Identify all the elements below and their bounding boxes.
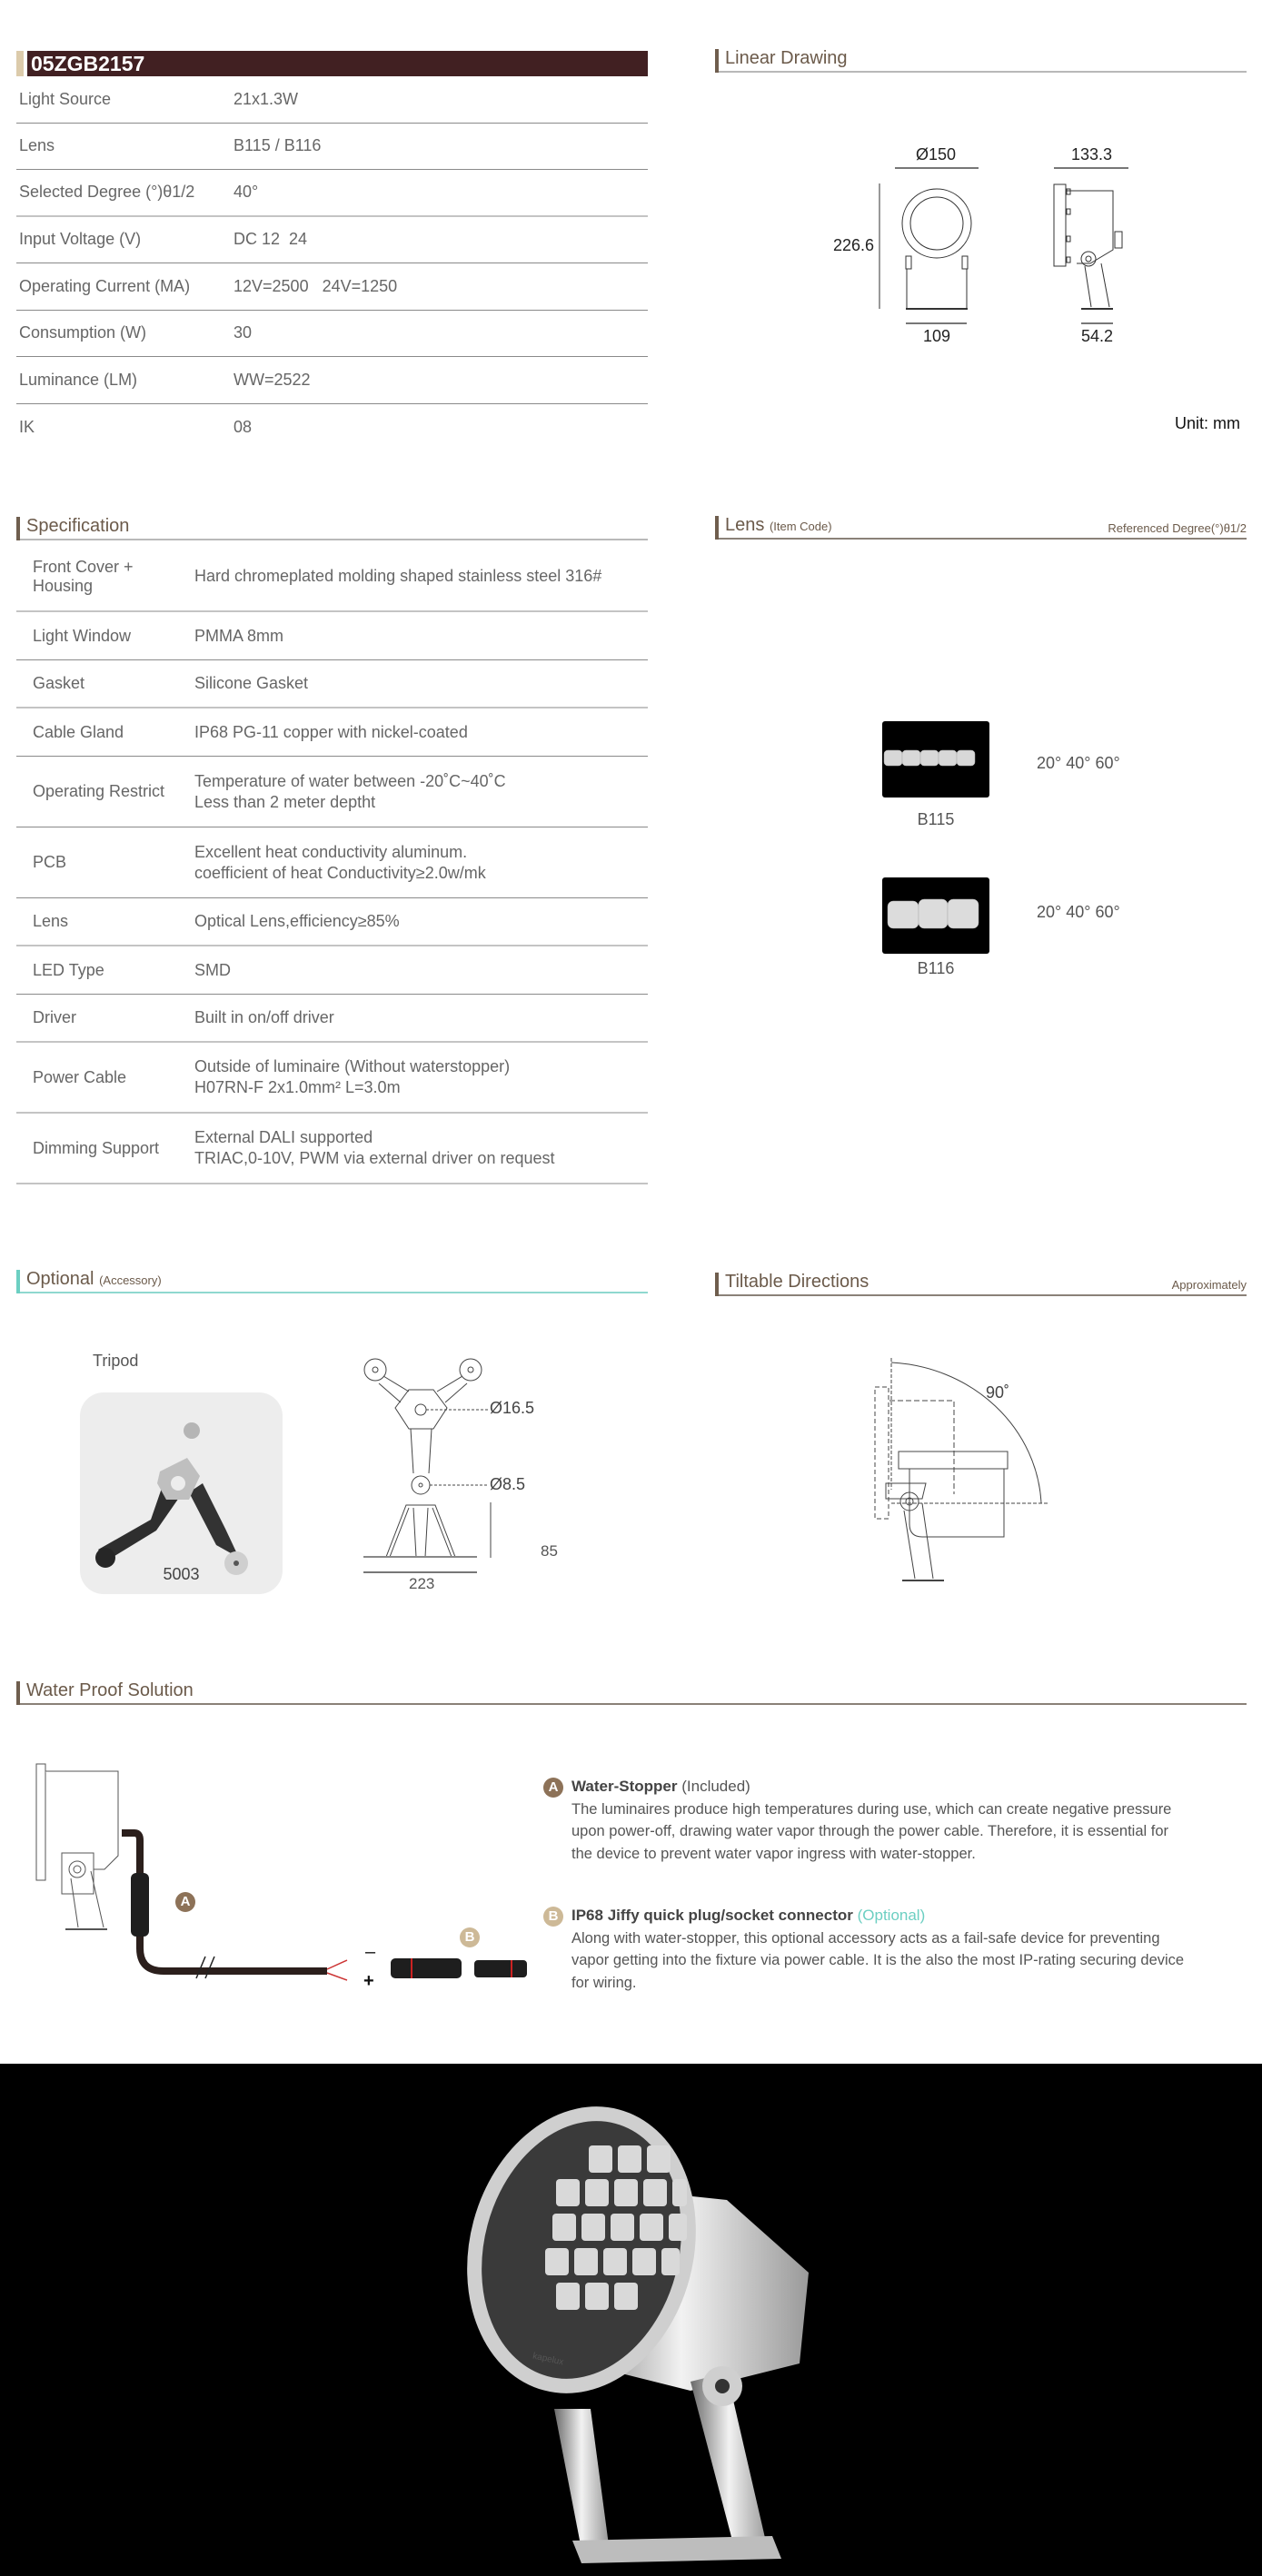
lens-header — [715, 514, 1247, 540]
dim-base-depth: 54.2 — [1081, 327, 1114, 345]
spec-label: Power Cable — [33, 1067, 127, 1086]
minus-sign: – — [365, 1942, 376, 1962]
table-row — [16, 1043, 648, 1114]
product-photo — [0, 2064, 1262, 2576]
spec-value-line: Outside of luminaire (Without waterstopper) — [194, 1057, 511, 1075]
tilt-drawing — [868, 1358, 1104, 1599]
lens-code: B115 — [917, 810, 955, 828]
luminaire-photo-icon — [0, 2064, 1262, 2576]
tripod-dimension-drawing — [359, 1353, 559, 1617]
title-accent-bar — [16, 51, 24, 76]
section-title: Tiltable Directions — [725, 1272, 869, 1292]
section-accent-bar — [16, 1681, 20, 1705]
tripod-photo-card — [80, 1392, 283, 1594]
water-stopper-title: Water-Stopper — [571, 1778, 678, 1795]
dim-height: 226.6 — [833, 236, 875, 254]
spec-label: Operating Current (MA) — [19, 276, 191, 295]
spec-label: IK — [19, 417, 35, 436]
spec-label: Dimming Support — [33, 1138, 160, 1157]
table-row — [16, 660, 648, 708]
badge-b: B — [543, 1907, 563, 1927]
section-title — [26, 1269, 162, 1290]
spec-label: Gasket — [33, 674, 85, 692]
spec-value: 21x1.3W — [234, 89, 299, 108]
unit-label: Unit: mm — [1175, 414, 1240, 432]
lens-title: Lens — [725, 515, 765, 535]
optional-header — [16, 1268, 648, 1293]
spec-value-line: H07RN-F 2x1.0mm² L=3.0m — [194, 1078, 401, 1096]
spec-value: DC 12 24 — [234, 230, 308, 249]
dim-diameter: Ø150 — [916, 145, 957, 163]
section-title: Specification — [26, 516, 130, 536]
water-stopper-tag: (Included) — [681, 1778, 750, 1795]
spec-label: Operating Restrict — [33, 782, 165, 800]
spec-value-line: SMD — [194, 960, 231, 979]
spec-value-line: Hard chromeplated molding shaped stainless steel 316# — [194, 567, 602, 585]
specification-header — [16, 515, 648, 540]
spec-value-line: IP68 PG-11 copper with nickel-coated — [194, 722, 468, 741]
spec-value-line: TRIAC,0-10V, PWM via external driver on request — [194, 1149, 555, 1167]
spec-value-line: Less than 2 meter deptht — [194, 792, 376, 811]
table-row — [16, 542, 648, 612]
table-row — [16, 946, 648, 995]
water-proof-header — [16, 1679, 1247, 1705]
tripod-width-dim: 223 — [409, 1575, 435, 1592]
tilt-angle: 90˚ — [986, 1383, 1010, 1402]
spec-value-line: Temperature of water between -20˚C~40˚C — [194, 771, 506, 790]
optional-subtitle: (Accessory) — [99, 1273, 162, 1287]
spec-label: Light Window — [33, 626, 132, 645]
specification-table — [16, 542, 648, 1184]
brand-label: kapelux — [532, 2351, 565, 2368]
table-row — [16, 124, 648, 171]
spec-value-line: Optical Lens,efficiency≥85% — [194, 912, 400, 930]
section-title: Water Proof Solution — [26, 1680, 194, 1700]
water-proof-diagram — [27, 1753, 536, 2007]
tiltable-right-label: Approximately — [1171, 1278, 1247, 1292]
cable-connector-diagram — [27, 1753, 536, 2007]
table-row — [16, 995, 648, 1043]
table-row — [16, 311, 648, 358]
table-row — [16, 217, 648, 264]
spec-label: Lens — [33, 912, 69, 930]
spec-value-line: Silicone Gasket — [194, 674, 309, 692]
spec-value: 08 — [234, 417, 253, 436]
spec-label: Front Cover + Housing — [33, 557, 134, 595]
table-row — [16, 357, 648, 404]
linear-drawing — [818, 136, 1145, 354]
lens-subtitle: (Item Code) — [769, 520, 832, 533]
spec-label: Selected Degree (°)θ1/2 — [19, 183, 195, 202]
description-line: the device to prevent water vapor ingress with water-stopper. — [571, 1845, 976, 1862]
table-row — [16, 708, 648, 757]
section-accent-bar — [16, 517, 20, 540]
spec-value-line: PMMA 8mm — [194, 626, 284, 645]
spec-value-line: coefficient of heat Conductivity≥2.0w/mk — [194, 863, 486, 882]
lens-degrees: 20° 40° 60° — [1037, 903, 1120, 921]
badge-a: A — [175, 1892, 195, 1912]
connector-description — [571, 1905, 1253, 1994]
spec-value-line: Built in on/off driver — [194, 1008, 334, 1026]
spec-value: B115 / B116 — [234, 136, 322, 155]
spec-label: Light Source — [19, 89, 112, 108]
optional-title: Optional — [26, 1269, 94, 1289]
tripod-label: Tripod — [93, 1352, 139, 1370]
table-row — [16, 76, 648, 124]
spec-value: 30 — [234, 323, 253, 342]
table-row — [16, 1114, 648, 1184]
lens-b116-image — [882, 877, 989, 954]
section-accent-bar — [715, 49, 719, 73]
section-title: Linear Drawing — [725, 48, 848, 68]
connector-tag: (Optional) — [857, 1907, 926, 1924]
spec-label: Consumption (W) — [19, 323, 147, 342]
section-accent-bar — [16, 1270, 20, 1293]
product-code-title: 05ZGB2157 — [27, 51, 648, 76]
spec-label: PCB — [33, 853, 67, 871]
description-line: Along with water-stopper, this optional accessory acts as a fail-safe device for preventing — [571, 1929, 1160, 1947]
section-accent-bar — [715, 1273, 719, 1296]
foot-hole-dim: Ø8.5 — [490, 1475, 526, 1493]
spec-label: Driver — [33, 1008, 76, 1026]
linear-drawing-header — [715, 47, 1247, 73]
description-line: vapor getting into the fixture via power cable. It is the also the most IP-rating securing device — [571, 1952, 1185, 1968]
spec-value-line: External DALI supported — [194, 1128, 373, 1146]
tripod-height-dim: 85 — [541, 1542, 558, 1560]
spec-label: Lens — [19, 136, 55, 155]
section-accent-bar — [715, 516, 719, 540]
lens-b116-icon — [882, 877, 989, 954]
lens-b115-image — [882, 721, 989, 798]
spec-value-line: Excellent heat conductivity aluminum. — [194, 842, 468, 861]
table-row — [16, 898, 648, 946]
basic-specs-table — [16, 76, 648, 451]
spec-label: LED Type — [33, 960, 104, 979]
lens-degrees: 20° 40° 60° — [1037, 754, 1120, 772]
dim-depth: 133.3 — [1071, 145, 1113, 163]
table-row — [16, 612, 648, 660]
spec-value: 40° — [234, 183, 259, 202]
spec-value: WW=2522 — [234, 370, 311, 389]
tripod-icon — [80, 1392, 283, 1594]
spec-label: Cable Gland — [33, 722, 124, 741]
tiltable-header — [715, 1271, 1247, 1296]
table-row — [16, 827, 648, 898]
lens-right-label: Referenced Degree(°)θ1/2 — [1108, 521, 1247, 535]
connector-title: IP68 Jiffy quick plug/socket connector — [571, 1907, 853, 1924]
tripod-code: 5003 — [163, 1565, 200, 1583]
description-line: The luminaires produce high temperatures during use, which can create negative pressure — [571, 1800, 1172, 1818]
spec-label: Input Voltage (V) — [19, 230, 142, 249]
plus-sign: + — [363, 1971, 374, 1991]
description-line: upon power-off, drawing water vapor through the power cable. Therefore, it is essential for — [571, 1823, 1169, 1839]
center-hole-dim: Ø16.5 — [490, 1399, 535, 1417]
lens-b115-icon — [882, 721, 989, 798]
lens-code: B116 — [917, 959, 955, 977]
badge-b: B — [460, 1927, 480, 1947]
dim-base-width: 109 — [923, 327, 951, 345]
badge-a: A — [543, 1778, 563, 1798]
tripod-drawing — [359, 1353, 559, 1626]
table-row — [16, 263, 648, 311]
table-row — [16, 404, 648, 451]
description-line: for wiring. — [571, 1974, 637, 1991]
table-row — [16, 757, 648, 827]
section-title — [725, 515, 832, 536]
water-stopper-description — [571, 1776, 1253, 1865]
spec-value: 12V=2500 24V=1250 — [234, 276, 398, 295]
spec-label: Luminance (LM) — [19, 370, 138, 389]
table-row — [16, 170, 648, 217]
